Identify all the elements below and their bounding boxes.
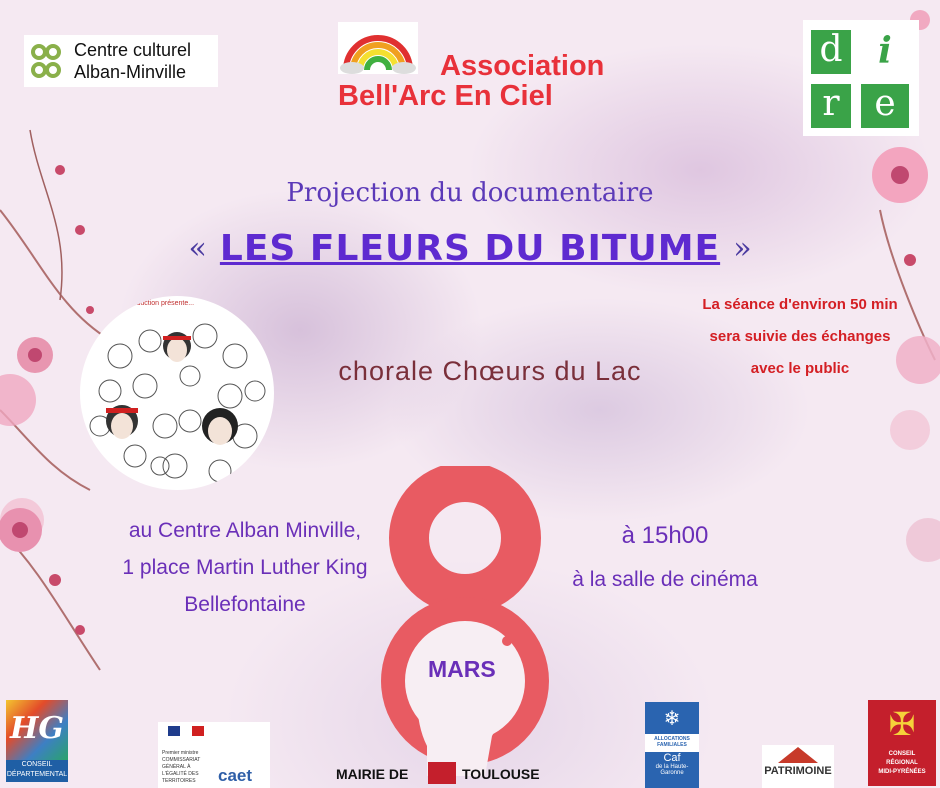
location bbox=[100, 512, 390, 623]
chorale-text: chorale Chœurs du Lac bbox=[338, 356, 642, 386]
caf-line2: Caf bbox=[663, 752, 681, 764]
association-line1: Association bbox=[440, 50, 605, 82]
sponsor-region bbox=[868, 700, 936, 786]
caf-line3: de la Haute-Garonne bbox=[655, 764, 689, 776]
occitan-cross-icon: ✠ bbox=[888, 705, 916, 743]
patrimoine-text: PATRIMOINE bbox=[764, 765, 832, 777]
mairie-left: MAIRIE DE bbox=[336, 766, 409, 782]
region-line1: CONSEIL bbox=[888, 751, 916, 757]
headline-title-row bbox=[0, 228, 940, 269]
prefet-line1: Premier ministre bbox=[162, 750, 199, 756]
mairie-right: TOULOUSE bbox=[462, 766, 540, 782]
seance-note-line2: sera suivie des échanges bbox=[709, 328, 891, 345]
headline-subtitle: Projection du documentaire bbox=[286, 178, 654, 208]
centre-culturel-line1: Centre culturel bbox=[74, 40, 192, 60]
close-quote: » bbox=[733, 231, 752, 266]
date-month: MARS bbox=[428, 656, 496, 682]
caf-snowflake-icon: ❄ bbox=[645, 702, 699, 734]
caf-line1: ALLOCATIONS FAMILIALES bbox=[654, 736, 690, 748]
centre-culturel-icon bbox=[30, 43, 72, 81]
rainbow-icon bbox=[338, 22, 418, 74]
dire-logo bbox=[803, 20, 919, 136]
seance-note-line1: La séance d'environ 50 min bbox=[702, 296, 898, 313]
seance-note-line3: avec le public bbox=[750, 360, 850, 377]
dire-letter-d: d bbox=[811, 30, 851, 74]
sponsor-patrimoine bbox=[762, 745, 834, 788]
time-text: à 15h00 bbox=[621, 522, 709, 549]
headline-title: LES FLEURS DU BITUME bbox=[219, 228, 721, 269]
caet-text: caet bbox=[218, 766, 253, 785]
location-line2: 1 place Martin Luther King bbox=[122, 556, 368, 579]
hg-line2: DÉPARTEMENTAL bbox=[6, 771, 68, 778]
location-line3: Bellefontaine bbox=[184, 593, 306, 616]
region-line3: MIDI-PYRÉNÉES bbox=[878, 769, 926, 775]
toulouse-cross-icon bbox=[428, 762, 456, 784]
centre-culturel-logo bbox=[24, 35, 218, 87]
open-quote: « bbox=[188, 231, 207, 266]
location-line1: au Centre Alban Minville, bbox=[128, 519, 362, 542]
sponsor-prefet bbox=[158, 722, 270, 788]
sponsor-conseil-departemental: HG CONSEIL DÉPARTEMENTAL bbox=[6, 700, 68, 782]
documentary-poster bbox=[80, 296, 274, 490]
sponsor-caf bbox=[645, 702, 699, 788]
region-line2: RÉGIONAL bbox=[886, 760, 918, 766]
prefet-line2: COMMISSARIAT GÉNÉRAL À L'ÉGALITÉ DES TERRITOIRES bbox=[162, 757, 201, 784]
room-text: à la salle de cinéma bbox=[572, 568, 758, 591]
poster-caption: ...en Production présente... bbox=[110, 300, 195, 307]
dire-letter-e: e bbox=[861, 84, 909, 128]
hg-line1: CONSEIL bbox=[21, 761, 53, 768]
sponsor-mairie-toulouse bbox=[336, 762, 581, 786]
association-line2: Bell'Arc En Ciel bbox=[338, 80, 553, 112]
dire-letter-r: r bbox=[811, 84, 851, 128]
seance-note bbox=[680, 289, 920, 385]
centre-culturel-line2: Alban-Minville bbox=[74, 62, 187, 82]
dire-letter-i: i bbox=[861, 30, 909, 74]
